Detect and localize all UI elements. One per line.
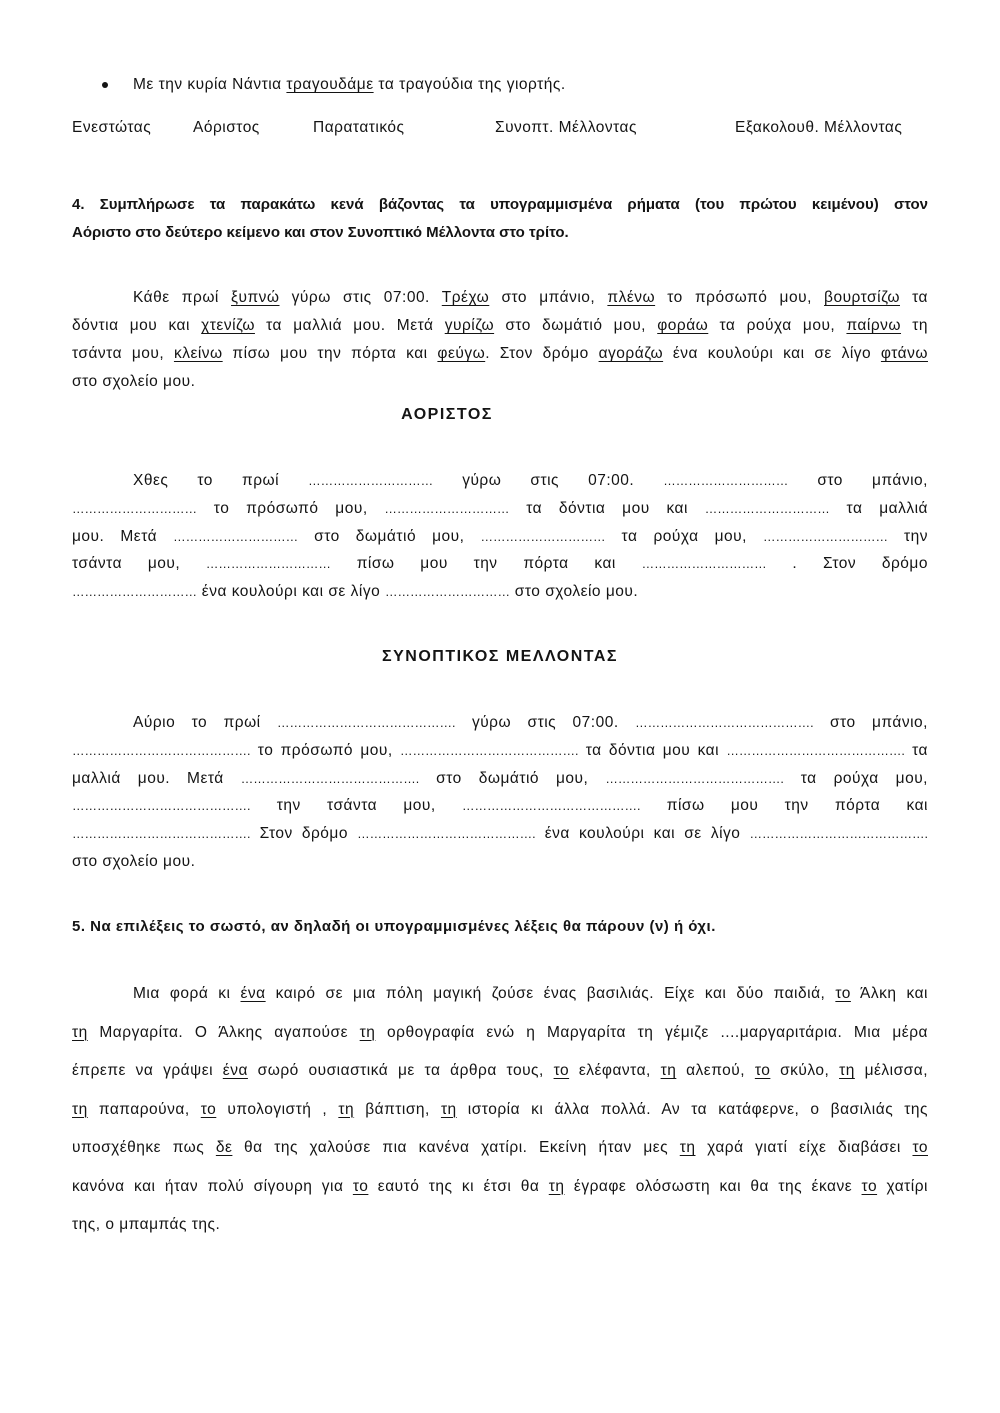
answer-blank: ……………………………………. (726, 743, 905, 758)
text-segment: τα δόντια μου και (509, 499, 705, 517)
text-segment: το πρόσωπό μου, (197, 499, 385, 517)
text-segment: πίσω μου την πόρτα και (330, 555, 642, 573)
text-segment: Μια φορά κι (133, 985, 241, 1002)
text-segment: γύρω στις 07:00. (455, 714, 636, 731)
text-segment: τη (901, 317, 928, 334)
answer-blank: ………………………… (480, 529, 606, 544)
bullet-sentence (133, 71, 928, 99)
text-segment: στο μπάνιο, (813, 714, 928, 731)
text-segment: στο μπάνιο, (489, 289, 608, 306)
answer-blank: ………………………… (173, 529, 299, 544)
text-segment: το πρόσωπό μου, (655, 289, 825, 306)
text-segment: τα τραγούδια της γιορτής. (373, 76, 566, 93)
text-segment: ιστορία κι άλλα πολλά. Αν τα κατάφερνε, ο βασιλιάς της (456, 1100, 928, 1118)
text-segment: ένα κουλούρι και σε λίγο (663, 345, 881, 362)
text-segment: στο μπάνιο, (788, 472, 928, 489)
text-segment: αλεπού, (676, 1062, 755, 1079)
text-segment: στο δωμάτιό μου, (419, 769, 606, 787)
exercise-4-instruction (72, 191, 928, 247)
text-segment: τα μαλλιά μου. Μετά (254, 317, 445, 334)
answer-blank: ……………………………………. (399, 743, 579, 758)
text-segment: μαλλιά μου. Μετά (72, 769, 241, 787)
text-line (72, 312, 928, 340)
tense-label-simple-future: Συνοπτ. Μέλλοντας (495, 119, 637, 136)
text-segment: τσάντα μου, (72, 555, 206, 573)
underlined-word: το (861, 1177, 878, 1195)
tense-label-present: Ενεστώτας (72, 119, 152, 136)
future-title: ΣΥΝΟΠΤΙΚΟΣ ΜΕΛΛΟΝΤΑΣ (381, 648, 618, 665)
underlined-word: ξυπνώ (231, 289, 280, 306)
tense-label-aorist: Αόριστος (193, 119, 260, 136)
text-segment: Αύριο το πρωί (133, 714, 278, 731)
text-line (72, 340, 928, 368)
text-segment: παπαρούνα, (87, 1100, 201, 1118)
answer-blank: ………………………… (308, 474, 434, 488)
text-segment: τα (904, 741, 928, 759)
answer-blank: ………………………… (384, 501, 510, 516)
text-segment: υπολογιστή , (216, 1100, 339, 1118)
underlined-word: τη (72, 1100, 88, 1118)
text-line (72, 1129, 928, 1168)
text-segment: θα της χαλούσε πια κανένα χατίρι. Εκείνη ήταν μες (232, 1139, 680, 1156)
text-line (72, 1052, 928, 1091)
underlined-word: φοράω (657, 317, 709, 334)
text-segment: Χθες το πρωί (133, 472, 309, 489)
text-segment: στο δωμάτιό μου, (494, 317, 658, 334)
text-line (72, 368, 928, 396)
text-segment: τα ρούχα μου, (783, 769, 928, 787)
underlined-word: το (912, 1139, 928, 1156)
text-segment: πίσω μου την πόρτα και (640, 797, 928, 815)
text-segment: τα ρούχα μου, (605, 527, 763, 545)
text-line (72, 1014, 928, 1053)
text-line (72, 550, 928, 578)
text-line (72, 523, 928, 551)
text-segment: Μαργαρίτα. Ο Άλκης αγαπούσε (87, 1023, 360, 1041)
text-segment: . Στον δρόμο (485, 345, 599, 362)
instruction-line: 4. Συμπλήρωσε τα παρακάτω κενά βάζοντας τα υπογραμμισμένα ρήματα (του πρώτου κειμένου) στον (72, 196, 928, 213)
text-line (72, 1206, 928, 1245)
aorist-title: ΑΟΡΙΣΤΟΣ (401, 406, 493, 423)
tense-label-imperfect: Παρατατικός (313, 119, 405, 136)
exercise-5-story (72, 975, 928, 1245)
instruction-line: Αόριστο στο δεύτερο κείμενο και στον Συνοπτικό Μέλλοντα στο τρίτο. (72, 224, 569, 241)
underlined-word: ένα (222, 1062, 248, 1079)
underlined-word: τη (72, 1023, 88, 1041)
answer-blank: ……………………………………. (749, 827, 929, 842)
answer-blank: ………………………… (205, 557, 331, 572)
text-segment: πίσω μου την πόρτα και (222, 345, 438, 362)
text-segment: Στον δρόμο (250, 825, 358, 843)
underlined-word: πλένω (607, 289, 656, 306)
text-segment: σωρό ουσιαστικά με τα άρθρα τους, (247, 1062, 554, 1079)
text-segment: εαυτό της κι έτσι θα (368, 1177, 549, 1195)
answer-blank: ………………………… (385, 585, 510, 599)
text-segment: τσάντα μου, (72, 345, 174, 362)
answer-blank: ……………………………………. (635, 716, 814, 730)
text-segment: της, ο μπαμπάς της. (72, 1216, 221, 1233)
answer-blank: ………………………… (72, 585, 197, 599)
text-line (72, 737, 928, 765)
answer-blank: ………………………… (663, 474, 789, 488)
tense-labels-row (0, 114, 1000, 142)
underlined-word: το (200, 1100, 217, 1118)
text-segment: τα μαλλιά (829, 499, 929, 517)
answer-blank: ………………………… (72, 501, 197, 516)
text-segment: ένα κουλούρι και σε λίγο (535, 825, 750, 843)
underlined-word: τη (359, 1023, 376, 1041)
text-line (72, 792, 928, 820)
answer-blank: ………………………… (704, 501, 830, 516)
text-line (72, 1091, 928, 1130)
underlined-word: το (352, 1177, 369, 1195)
underlined-word: το (553, 1062, 570, 1079)
text-segment: Με την κυρία Νάντια (133, 76, 287, 93)
underlined-word: φτάνω (880, 345, 928, 362)
text-line (72, 578, 928, 606)
underlined-word: τραγουδάμε (286, 76, 374, 93)
text-segment: κανόνα και ήταν πολύ σίγουρη για (72, 1177, 353, 1195)
underlined-word: γυρίζω (444, 317, 495, 334)
text-segment: μέλισσα, (854, 1062, 928, 1079)
text-segment: ένα κουλούρι και σε λίγο (197, 583, 385, 600)
text-line (133, 71, 928, 99)
text-line (72, 975, 928, 1014)
text-segment: καιρό σε μια πόλη μαγική ζούσε ένας βασιλιάς. Είχε και δύο παιδιά, (265, 985, 836, 1002)
text-segment: ορθογραφία ενώ η Μαργαρίτα τη γέμιζε ....μαργαριτάρια. Μια μέρα (375, 1023, 928, 1041)
underlined-word: κλείνω (173, 345, 223, 362)
underlined-word: τη (440, 1100, 457, 1118)
text-segment: γύρω στις 07:00. (279, 289, 442, 306)
text-line (72, 709, 928, 737)
text-segment: στο σχολείο μου. (72, 373, 196, 390)
answer-blank: ………………………… (762, 529, 888, 544)
text-segment: στο δωμάτιό μου, (298, 527, 481, 545)
text-segment: γύρω στις 07:00. (433, 472, 664, 489)
answer-blank: ……………………………………. (462, 799, 641, 814)
text-segment: έγραφε ολόσωστη και θα της έκανε (564, 1177, 862, 1195)
answer-blank: ……………………………………. (72, 827, 251, 842)
answer-blank: ……………………………………. (240, 771, 420, 786)
underlined-word: τη (679, 1139, 696, 1156)
text-segment: ελέφαντα, (569, 1062, 661, 1079)
underlined-word: αγοράζω (598, 345, 664, 362)
text-segment: την τσάντα μου, (250, 797, 462, 815)
text-segment: . Στον δρόμο (766, 555, 928, 573)
text-segment: μου. Μετά (72, 527, 174, 545)
text-segment: υποσχέθηκε πως (72, 1139, 216, 1156)
underlined-word: ένα (240, 985, 266, 1002)
underlined-word: τη (338, 1100, 355, 1118)
text-segment: δόντια μου και (72, 317, 202, 334)
underlined-word: δε (215, 1139, 233, 1156)
text-line (72, 467, 928, 495)
text-line (72, 820, 928, 848)
text-line (72, 765, 928, 793)
text-line (72, 1168, 928, 1207)
text-segment: Κάθε πρωί (133, 289, 232, 306)
text-segment: τα (899, 289, 929, 306)
underlined-word: φεύγω (437, 345, 486, 362)
text-segment: στο σχολείο μου. (510, 583, 639, 600)
future-fill-text (72, 709, 928, 876)
text-segment: έπρεπε να γράψει (72, 1062, 223, 1079)
text-segment: Άλκη και (850, 985, 928, 1002)
text-segment: βάπτιση, (354, 1100, 441, 1118)
answer-blank: ……………………………………. (357, 827, 536, 842)
text-line (72, 495, 928, 523)
underlined-word: τη (660, 1062, 677, 1079)
underlined-word: το (754, 1062, 771, 1079)
underlined-word: το (835, 985, 851, 1002)
text-segment: χατίρι (877, 1177, 928, 1195)
answer-blank: ……………………………………. (72, 743, 251, 758)
text-segment: σκύλο, (770, 1062, 840, 1079)
underlined-word: χτενίζω (201, 317, 255, 334)
underlined-word: βουρτσίζω (824, 289, 900, 306)
instruction-line: 5. Να επιλέξεις το σωστό, αν δηλαδή οι υπογραμμισμένες λέξεις θα πάρουν (ν) ή όχι. (72, 918, 716, 935)
answer-blank: ……………………………………. (605, 771, 784, 786)
text-line (72, 284, 928, 312)
text-segment: στο σχολείο μου. (72, 852, 196, 870)
answer-blank: ……………………………………. (72, 799, 251, 814)
text-line (72, 848, 928, 876)
text-segment: τα δόντια μου και (578, 741, 727, 759)
aorist-fill-text (72, 467, 928, 606)
underlined-word: τη (548, 1177, 565, 1195)
text-segment: το πρόσωπό μου, (250, 741, 400, 759)
bullet-icon (102, 82, 108, 88)
text-segment: την (887, 527, 928, 545)
text-segment: τα ρούχα μου, (708, 317, 847, 334)
answer-blank: ……………………………………. (277, 716, 456, 730)
answer-blank: ………………………… (641, 557, 767, 572)
underlined-word: τη (839, 1062, 855, 1079)
text-segment: χαρά γιατί είχε διαβάσει (695, 1139, 913, 1156)
underlined-word: Τρέχω (441, 289, 490, 306)
underlined-word: παίρνω (846, 317, 902, 334)
tense-label-continuous-future: Εξακολουθ. Μέλλοντας (735, 119, 903, 136)
present-tense-text (72, 284, 928, 396)
exercise-5-instruction (72, 913, 928, 941)
